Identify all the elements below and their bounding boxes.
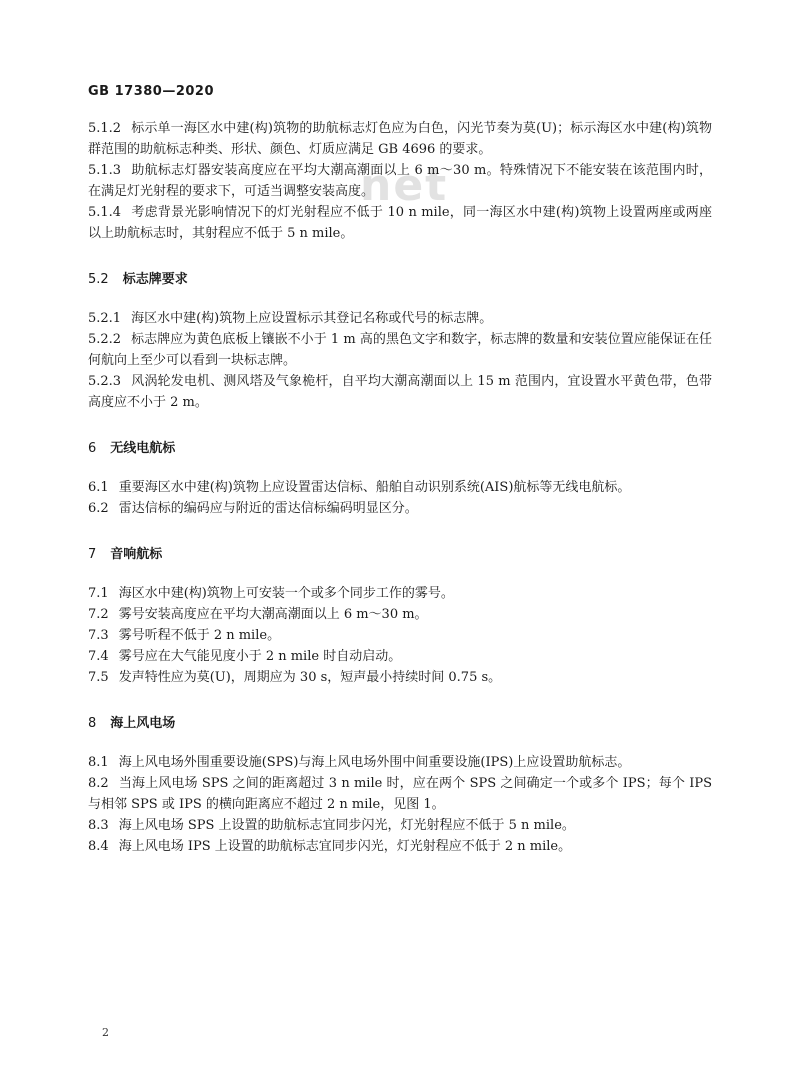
section-gap (88, 734, 712, 752)
clause-number: 5.1.3 (88, 163, 122, 178)
clause-number: 5.1.2 (88, 121, 122, 136)
section-gap (88, 688, 712, 713)
clause-number: 7.5 (88, 670, 109, 685)
watermark: net (360, 160, 449, 211)
page-number: 2 (102, 1026, 109, 1039)
section-heading (88, 544, 712, 565)
clause-text: 重要海区水中建(构)筑物上应设置雷达信标、船舶自动识别系统(AIS)航标等无线电航标。 (118, 480, 631, 495)
clause-paragraph (88, 667, 712, 688)
clause-text: 考虑背景光影响情况下的灯光射程应不低于 10 n mile，同一海区水中建(构)筑物上设置两座或两座以上助航标志时，其射程应不低于 5 n mile。 (88, 205, 712, 241)
clause-text: 雾号听程不低于 2 n mile。 (118, 628, 281, 643)
clause-number: 5.1.4 (88, 205, 122, 220)
clause-text: 海区水中建(构)筑物上应设置标示其登记名称或代号的标志牌。 (131, 311, 493, 326)
section-heading (88, 438, 712, 459)
clause-text: 音响航标 (110, 547, 163, 562)
clause-number: 5.2.1 (88, 311, 122, 326)
clause-paragraph (88, 815, 712, 836)
clause-text: 标志牌应为黄色底板上镶嵌不小于 1 m 高的黑色文字和数字，标志牌的数量和安装位置应能保证在任何航向上至少可以看到一块标志牌。 (88, 332, 712, 368)
clause-paragraph (88, 752, 712, 773)
clause-number: 7.2 (88, 607, 109, 622)
clause-paragraph (88, 836, 712, 857)
section-heading (88, 713, 712, 734)
clause-text: 雷达信标的编码应与附近的雷达信标编码明显区分。 (118, 501, 418, 516)
clause-paragraph (88, 477, 712, 498)
clause-number: 6.2 (88, 501, 109, 516)
clause-number: 7.4 (88, 649, 109, 664)
clause-paragraph (88, 202, 712, 244)
clause-paragraph (88, 498, 712, 519)
clause-number: 8 (88, 716, 97, 731)
clause-number: 8.1 (88, 755, 109, 770)
document-body (88, 118, 712, 857)
clause-text: 海上风电场 SPS 上设置的助航标志宜同步闪光，灯光射程应不低于 5 n mile。 (118, 818, 575, 833)
clause-text: 雾号安装高度应在平均大潮高潮面以上 6 m～30 m。 (118, 607, 428, 622)
clause-number: 8.4 (88, 839, 109, 854)
clause-paragraph (88, 583, 712, 604)
clause-number: 5.2.3 (88, 374, 122, 389)
section-gap (88, 459, 712, 477)
clause-number: 7.1 (88, 586, 109, 601)
clause-text: 海上风电场 (110, 716, 176, 731)
clause-paragraph (88, 371, 712, 413)
clause-text: 海区水中建(构)筑物上可安装一个或多个同步工作的雾号。 (118, 586, 454, 601)
clause-number: 8.2 (88, 776, 109, 791)
section-gap (88, 565, 712, 583)
clause-paragraph (88, 118, 712, 160)
section-gap (88, 290, 712, 308)
clause-number: 7 (88, 547, 97, 562)
clause-text: 无线电航标 (110, 441, 176, 456)
clause-number: 5.2 (88, 272, 109, 287)
clause-paragraph (88, 160, 712, 202)
clause-text: 海上风电场外围重要设施(SPS)与海上风电场外围中间重要设施(IPS)上应设置助航标志。 (118, 755, 631, 770)
clause-text: 风涡轮发电机、测风塔及气象桅杆，自平均大潮高潮面以上 15 m 范围内，宜设置水平黄色带，色带高度应不小于 2 m。 (88, 374, 712, 410)
standard-number-header: GB 17380—2020 (88, 84, 215, 99)
clause-paragraph (88, 329, 712, 371)
clause-text: 发声特性应为莫(U)，周期应为 30 s，短声最小持续时间 0.75 s。 (118, 670, 502, 685)
clause-text: 助航标志灯器安装高度应在平均大潮高潮面以上 6 m～30 m。特殊情况下不能安装在该范围内时，在满足灯光射程的要求下，可适当调整安装高度。 (88, 163, 712, 199)
clause-text: 雾号应在大气能见度小于 2 n mile 时自动启动。 (118, 649, 402, 664)
section-gap (88, 519, 712, 544)
section-gap (88, 244, 712, 269)
section-gap (88, 413, 712, 438)
clause-paragraph (88, 604, 712, 625)
clause-paragraph (88, 773, 712, 815)
clause-text: 标志牌要求 (122, 272, 188, 287)
clause-number: 6 (88, 441, 97, 456)
section-heading (88, 269, 712, 290)
clause-text: 海上风电场 IPS 上设置的助航标志宜同步闪光，灯光射程应不低于 2 n mile。 (118, 839, 572, 854)
clause-paragraph (88, 308, 712, 329)
clause-paragraph (88, 646, 712, 667)
clause-paragraph (88, 625, 712, 646)
clause-number: 7.3 (88, 628, 109, 643)
clause-text: 标示单一海区水中建(构)筑物的助航标志灯色应为白色，闪光节奏为莫(U)；标示海区水中建(构)筑物群范围的助航标志种类、形状、颜色、灯质应满足 GB 4696 的要求。 (88, 121, 712, 157)
clause-number: 6.1 (88, 480, 109, 495)
clause-text: 当海上风电场 SPS 之间的距离超过 3 n mile 时，应在两个 SPS 之间确定一个或多个 IPS；每个 IPS 与相邻 SPS 或 IPS 的横向距离应不超过 2 n mile，见图 1。 (88, 776, 712, 812)
clause-number: 5.2.2 (88, 332, 122, 347)
clause-number: 8.3 (88, 818, 109, 833)
